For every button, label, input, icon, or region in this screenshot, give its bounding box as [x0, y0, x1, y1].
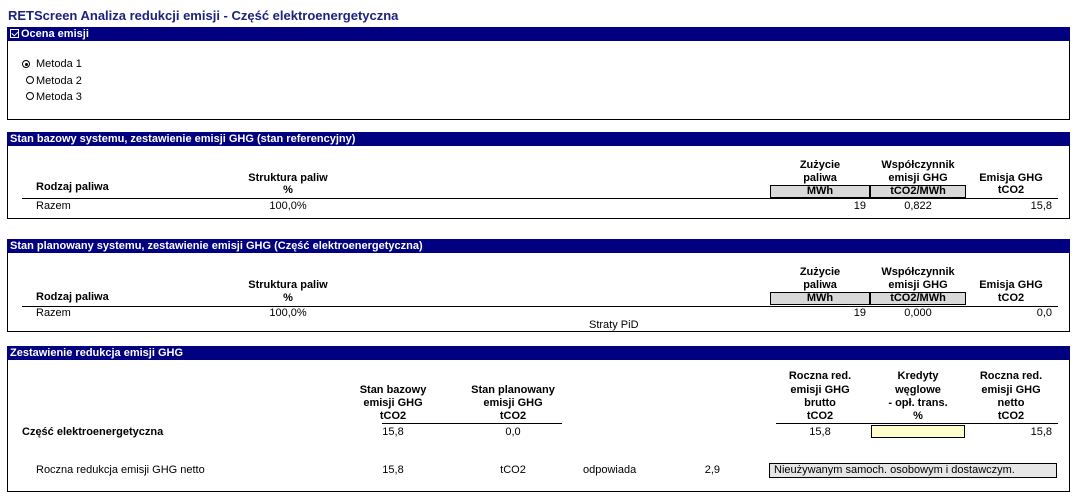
summary-panel	[7, 360, 1070, 492]
summary-divider-right	[776, 423, 1058, 424]
summary-col-base: Stan bazowy	[359, 384, 427, 396]
summary-col-plan-2: emisji GHG	[483, 397, 543, 409]
summary-col-gross: Roczna red.	[788, 370, 852, 382]
summary-row-label: Część elektroenergetyczna	[22, 426, 164, 438]
summary-row-net: 15,8	[1030, 426, 1052, 438]
proposed-panel	[7, 253, 1070, 332]
summary-col-base-2: emisji GHG	[363, 397, 423, 409]
baseline-col-emission: Emisja GHG	[979, 172, 1043, 184]
carbon-credits-input[interactable]	[871, 425, 965, 438]
net-reduction-unit: tCO2	[500, 464, 526, 476]
proposed-col-fuel-mix-unit: %	[283, 292, 293, 304]
net-reduction-value: 15,8	[382, 464, 404, 476]
summary-col-net-3: netto	[997, 397, 1025, 409]
method-2-radio-icon[interactable]	[26, 76, 34, 84]
emission-assessment-panel	[7, 41, 1070, 120]
baseline-divider	[22, 198, 1058, 199]
baseline-row-mix: 100,0%	[269, 200, 307, 212]
summary-row-gross: 15,8	[809, 426, 831, 438]
method-1-radio-icon[interactable]	[22, 60, 30, 68]
summary-col-net-2: emisji GHG	[981, 384, 1041, 396]
method-3-radio-icon[interactable]	[26, 92, 34, 100]
baseline-row-emission: 15,8	[1030, 200, 1052, 212]
summary-col-net-unit: tCO2	[997, 410, 1025, 422]
baseline-panel	[7, 146, 1070, 219]
summary-col-gross-2: emisji GHG	[790, 384, 850, 396]
proposed-col-emission-unit: tCO2	[997, 292, 1025, 304]
summary-row-base: 15,8	[382, 426, 404, 438]
summary-col-plan-unit: tCO2	[499, 410, 527, 422]
baseline-consumption-unit: MWh	[770, 185, 870, 198]
summary-col-credits-2: węglowe	[895, 384, 941, 396]
method-1-label[interactable]: Metoda 1	[36, 58, 82, 70]
proposed-col-fuel-mix: Struktura paliw	[248, 279, 328, 291]
proposed-consumption-unit: MWh	[770, 292, 870, 305]
proposed-row-mix: 100,0%	[269, 307, 307, 319]
equivalent-select[interactable]: Nieużywanym samoch. osobowym i dostawczym.	[769, 463, 1057, 478]
baseline-col-factor-2: emisji GHG	[888, 172, 948, 184]
equivalent-value: 2,9	[704, 464, 720, 476]
proposed-row-consumption: 19	[853, 307, 866, 319]
proposed-factor-unit: tCO2/MWh	[870, 292, 966, 305]
summary-col-plan: Stan planowany	[471, 384, 555, 396]
proposed-row-label: Razem	[36, 307, 71, 319]
proposed-losses-label: Straty PiD	[589, 319, 639, 331]
proposed-col-consumption-2: paliwa	[803, 279, 837, 291]
baseline-header: Stan bazowy systemu, zestawienie emisji GHG (stan referencyjny)	[7, 132, 1070, 146]
proposed-col-consumption: Zużycie	[799, 266, 841, 278]
proposed-row-emission: 0,0	[1036, 307, 1052, 319]
baseline-col-fuel-mix: Struktura paliw	[248, 172, 328, 184]
baseline-row-consumption: 19	[853, 200, 866, 212]
baseline-col-consumption: Zużycie	[799, 159, 841, 171]
summary-col-base-unit: tCO2	[379, 410, 407, 422]
summary-col-credits: Kredyty	[897, 370, 939, 382]
baseline-row-label: Razem	[36, 200, 71, 212]
proposed-col-fuel-type: Rodzaj paliwa	[36, 291, 109, 303]
emission-assessment-header[interactable]	[7, 27, 1070, 41]
proposed-row-factor: 0,000	[904, 307, 932, 319]
proposed-col-factor-2: emisji GHG	[888, 279, 948, 291]
summary-col-credits-unit: %	[913, 410, 923, 422]
baseline-factor-unit: tCO2/MWh	[870, 185, 966, 198]
summary-header: Zestawienie redukcja emisji GHG	[7, 346, 1070, 360]
baseline-col-emission-unit: tCO2	[997, 184, 1025, 196]
method-2-label[interactable]: Metoda 2	[36, 75, 82, 87]
baseline-col-factor: Współczynnik	[881, 159, 955, 171]
app-title: RETScreen Analiza redukcji emisji - Część elektroenergetyczna	[8, 8, 399, 23]
summary-row-plan: 0,0	[505, 426, 521, 438]
summary-col-credits-3: - opł. trans.	[888, 397, 948, 409]
proposed-col-emission: Emisja GHG	[979, 279, 1043, 291]
baseline-col-fuel-mix-unit: %	[283, 184, 293, 196]
summary-col-gross-3: brutto	[804, 397, 836, 409]
proposed-header: Stan planowany systemu, zestawienie emisji GHG (Część elektroenergetyczna)	[7, 239, 1070, 253]
summary-col-gross-unit: tCO2	[806, 410, 834, 422]
net-reduction-label: Roczna redukcja emisji GHG netto	[36, 464, 205, 476]
baseline-row-factor: 0,822	[904, 200, 932, 212]
baseline-col-fuel-type: Rodzaj paliwa	[36, 181, 109, 193]
emission-assessment-title: Ocena emisji	[21, 28, 89, 40]
equivalent-label: odpowiada	[583, 464, 637, 476]
method-3-label[interactable]: Metoda 3	[36, 91, 82, 103]
proposed-col-factor: Współczynnik	[881, 266, 955, 278]
baseline-col-consumption-2: paliwa	[803, 172, 837, 184]
checkbox-checked-icon[interactable]	[10, 29, 19, 38]
summary-col-net: Roczna red.	[979, 370, 1043, 382]
summary-divider-left	[382, 423, 562, 424]
